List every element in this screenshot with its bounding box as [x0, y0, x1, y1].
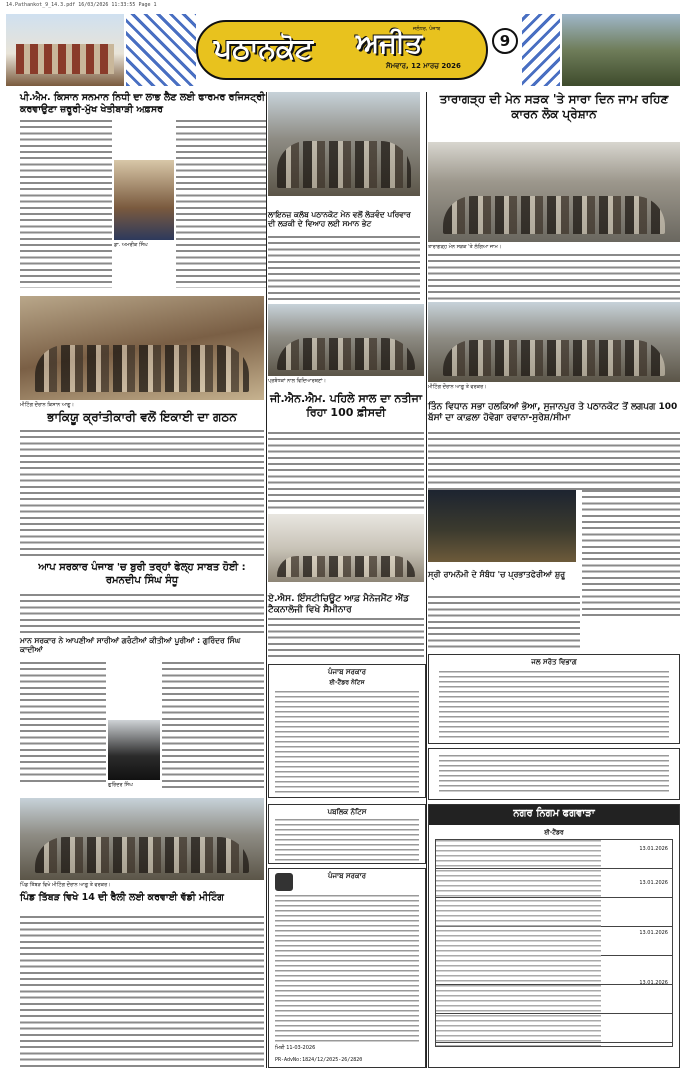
- ad-irrigation-lines: [439, 671, 669, 741]
- ad-punjab-govt-logo: [275, 873, 293, 891]
- ad-nagar-nigam-table-header: ਈ-ਟੈਂਡਰ: [544, 829, 564, 836]
- ad-punjab-govt-lines: [275, 895, 419, 1045]
- body-ems: [268, 618, 424, 658]
- ad-notice-box: [428, 748, 680, 800]
- photo-lions: [268, 92, 420, 196]
- body-aap-2: [20, 662, 106, 782]
- body-gnm: [268, 432, 424, 512]
- ad-irrigation: [428, 654, 680, 744]
- masthead-pattern-right: [522, 14, 560, 86]
- masthead-date: ਸੋਮਵਾਰ, 12 ਮਾਰਚ 2026: [386, 62, 461, 70]
- print-slug: 14.Pathankot_9_14.3.pdf 16/03/2026 11:33:55 Page 1: [6, 2, 157, 8]
- body-aap-3: [162, 662, 264, 788]
- ad-irrigation-title: ਜਲ ਸਰੋਤ ਵਿਭਾਗ: [531, 658, 577, 666]
- ad-nagar-nigam-date-1: 13.01.2026: [639, 846, 668, 852]
- photo-tara: [428, 142, 680, 242]
- page-number: 9: [499, 32, 511, 50]
- body-fasal-2: [176, 120, 266, 288]
- ad-punjab-govt-date: ਮਿਤੀ 11-03-2026: [275, 1045, 316, 1051]
- page-number-badge: [492, 28, 518, 54]
- ad-nagar-nigam: [428, 804, 680, 1068]
- subhead-aap: ਮਾਨ ਸਰਕਾਰ ਨੇ ਆਪਣੀਆਂ ਸਾਰੀਆਂ ਗਰੰਟੀਆਂ ਕੀਤੀਆਂ ਪੂਰੀਆਂ : ਗੁਰਿੰਦਰ ਸਿੰਘ ਕਾਦੀਆਂ: [20, 636, 241, 655]
- photo-bku: [20, 296, 264, 400]
- photo-gnm: [268, 304, 424, 376]
- masthead-pattern-left: [126, 14, 196, 86]
- ad-nagar-nigam-date-4: 13.01.2026: [639, 980, 668, 986]
- caption-kafla: ਮੀਟਿੰਗ ਦੌਰਾਨ ਆਗੂ ਤੇ ਵਰਕਰ।: [428, 384, 487, 390]
- ad-punjab-govt-title: ਪੰਜਾਬ ਸਰਕਾਰ: [327, 872, 366, 880]
- ad-notice-box-lines: [439, 755, 669, 795]
- body-lions: [268, 236, 420, 300]
- ad-nagar-nigam-date-3: 13.01.2026: [639, 930, 668, 936]
- ad-tender-subtitle: ਈ-ਟੈਂਡਰ ਨੋਟਿਸ: [329, 679, 365, 686]
- headline-ram: ਸ੍ਰੀ ਰਾਮਨੌਮੀ ਦੇ ਸੰਬੰਧ 'ਚ ਪ੍ਰਭਾਤਫੇਰੀਆਂ ਸ਼ੁਰੂ: [428, 570, 566, 579]
- masthead-title-left: ਪਠਾਨਕੋਟ: [214, 32, 314, 65]
- caption-bku: ਮੀਟਿੰਗ ਦੌਰਾਨ ਕਿਸਾਨ ਆਗੂ।: [20, 402, 75, 408]
- caption-fasal: ਡਾ. ਅਮਰੀਕ ਸਿੰਘ: [114, 242, 148, 248]
- headline-ems: ਏ.ਐਸ. ਇੰਸਟੀਚਿਊਟ ਆਫ਼ ਮੈਨੇਜਮੈਂਟ ਐਂਡ ਟੈਕਨਾਲੋਜੀ ਵਿਖੇ ਸੈਮੀਨਾਰ: [268, 594, 409, 616]
- body-ram: [428, 596, 580, 652]
- body-pind: [20, 916, 264, 1070]
- photo-ems: [268, 514, 424, 582]
- ad-punjab-govt-pr: PR-AdvNo:1824/12/2025-26/2820: [275, 1057, 363, 1063]
- headline-pind: ਪਿੰਡ ਤਿੱਬੜ ਵਿਖੇ 14 ਦੀ ਰੈਲੀ ਲਈ ਕਰਵਾਈ ਵੱਡੀ ਮੀਟਿੰਗ: [20, 892, 224, 903]
- masthead-photo-left: [6, 14, 124, 86]
- body-kafla: [428, 432, 680, 490]
- ad-public-notice-lines: [275, 819, 419, 861]
- ad-nagar-nigam-date-2: 13.01.2026: [639, 880, 668, 886]
- masthead-edition: ਜਲੰਧਰ, ਪੰਜਾਬ: [413, 26, 441, 32]
- headline-lions: ਲਾਇਨਜ਼ ਕਲੱਬ ਪਠਾਨਕੋਟ ਮੇਨ ਵਲੋਂ ਲੋੜਵੰਦ ਪਰਿਵਾਰ ਦੀ ਲੜਕੀ ਦੇ ਵਿਆਹ ਲਈ ਸਮਾਨ ਭੇਟ: [268, 210, 411, 229]
- headline-aap: ਆਪ ਸਰਕਾਰ ਪੰਜਾਬ 'ਚ ਬੁਰੀ ਤਰ੍ਹਾਂ ਫੇਲ੍ਹ ਸਾਬਤ ਹੋਈ : ਰਮਨਦੀਪ ਸਿੰਘ ਸੰਧੂ: [38, 562, 246, 586]
- ad-punjab-govt: [268, 868, 426, 1068]
- caption-pind: ਪਿੰਡ ਤਿੱਬੜ ਵਿਖੇ ਮੀਟਿੰਗ ਦੌਰਾਨ ਆਗੂ ਤੇ ਵਰਕਰ।: [20, 882, 111, 888]
- column-rule-2: [426, 92, 427, 1068]
- column-rule-1: [266, 92, 267, 1068]
- caption-aap: ਗੁਰਿੰਦਰ ਸਿੰਘ: [108, 782, 133, 788]
- headline-bku: ਭਾਕਿਯੂ ਕ੍ਰਾਂਤੀਕਾਰੀ ਵਲੋਂ ਇਕਾਈ ਦਾ ਗਠਨ: [47, 410, 237, 424]
- masthead-photo-right: [562, 14, 680, 86]
- ad-nagar-nigam-title: ਨਗਰ ਨਿਗਮ ਫਗਵਾੜਾ: [513, 808, 595, 819]
- ad-tender-title: ਪੰਜਾਬ ਸਰਕਾਰ: [327, 668, 366, 676]
- ad-tender-lines: [275, 691, 419, 795]
- photo-aap: [108, 720, 160, 780]
- photo-fasal: [114, 160, 174, 240]
- body-bku: [20, 430, 264, 556]
- headline-kafla: ਤਿੰਨ ਵਿਧਾਨ ਸਭਾ ਹਲਕਿਆਂ ਭੋਆ, ਸੁਜਾਨਪੁਰ ਤੇ ਪਠਾਨਕੋਟ ਤੋਂ ਲਗਪਗ 100 ਬੱਸਾਂ ਦਾ ਕਾਫ਼ਲਾ ਹੋਵੇਗਾ ਰਵਾਨਾ-ਸੁਰੇਸ਼/ਸੀਮਾ: [428, 402, 678, 424]
- body-tara: [428, 254, 680, 300]
- photo-kafla: [428, 302, 680, 382]
- ad-public-notice: [268, 804, 426, 864]
- ad-public-notice-title: ਪਬਲਿਕ ਨੋਟਿਸ: [327, 808, 367, 816]
- masthead-banner: [196, 20, 488, 80]
- masthead-title-right: ਅਜੀਤ: [356, 28, 423, 59]
- ad-tender: [268, 664, 426, 798]
- photo-pind: [20, 798, 264, 880]
- caption-gnm: ਪ੍ਰਬੰਧਕਾਂ ਨਾਲ ਵਿਦਿਆਰਥਣਾਂ।: [268, 378, 326, 384]
- body-fasal-1: [20, 120, 112, 288]
- ad-nagar-nigam-table: [435, 839, 673, 1047]
- headline-fasal: ਪੀ.ਐਮ. ਕਿਸਾਨ ਸਨਮਾਨ ਨਿਧੀ ਦਾ ਲਾਭ ਲੈਣ ਲਈ ਫਾਰਮਰ ਰਜਿਸਟ੍ਰੀ ਕਰਵਾਉਣਾ ਜ਼ਰੂਰੀ-ਮੁੱਖ ਖੇਤੀਬਾੜੀ ਅਫ਼ਸਰ: [20, 92, 265, 115]
- masthead: [0, 12, 687, 88]
- body-aap-1: [20, 594, 264, 634]
- body-kafla-2: [582, 490, 680, 618]
- headline-tara: ਤਾਰਾਗੜ੍ਹ ਦੀ ਮੇਨ ਸੜਕ 'ਤੇ ਸਾਰਾ ਦਿਨ ਜਾਮ ਰਹਿਣ ਕਾਰਨ ਲੋਕ ਪ੍ਰੇਸ਼ਾਨ: [439, 92, 669, 121]
- ad-nagar-nigam-banner: [429, 805, 679, 825]
- caption-tara: ਤਾਰਾਗੜ੍ਹ ਮੇਨ ਸੜਕ 'ਤੇ ਲੱਗਿਆ ਜਾਮ।: [428, 244, 502, 250]
- headline-gnm: ਜੀ.ਐਨ.ਐਮ. ਪਹਿਲੇ ਸਾਲ ਦਾ ਨਤੀਜਾ ਰਿਹਾ 100 ਫ਼ੀਸਦੀ: [269, 392, 423, 419]
- photo-ram: [428, 490, 576, 562]
